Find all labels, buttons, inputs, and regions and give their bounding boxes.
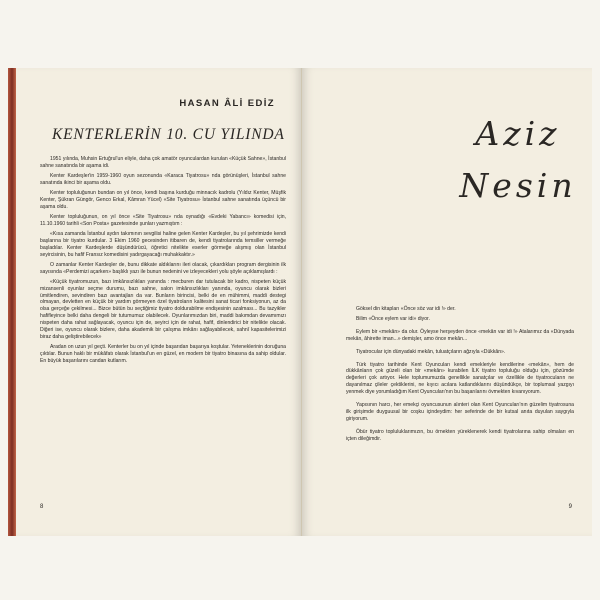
right-page <box>302 68 592 536</box>
title-line: Nesin <box>459 166 577 205</box>
article-heading: KENTERLERİN 10. CU YILINDA <box>52 126 285 143</box>
paragraph: Kenter topluluğunun, on yıl önce «Site Tiyatrosu» nda oynadığı «Evdeki Yabancı» komedisi için, 11.10.1960 tarihli «Son Posta» gazetesinde şunları yazmıştım : <box>40 213 286 227</box>
left-body-text <box>40 156 286 368</box>
left-page <box>16 68 302 536</box>
paragraph: Kenter topluluğunun bundan on yıl önce, kendi başına kurduğu minnacık kadrolu (Yıldız Kenter, Müşfik Kenter, Şükran Güngör, Genco Erkal, Kâmran Yücel) «Site Tiyatrosu» İstanbul sahne sanatında üçüncü bir aşama oldu. <box>40 190 286 210</box>
title-line: Aziz <box>475 114 561 153</box>
paragraph: «Küçük tiyatromuzun, bazı imkânsızlıkları yanında : mecburen dar tutulacak bir kadro, nispeten küçük mizansenli oyunlar seçme durumu, bazı sahne, salon imkânsızlıkları yanında, oyuncu olarak bizleri ümitlendiren, sevindiren bazı avantajları da var. Bunların birincisi, belki de en mühimmi, maddi destegi olmayan, devletten en küçük bir yardım görmeyen özel tiyatroların kalitesini sanat ticari fonksiyonun, az da olsa gerçeğe çekilmesi... Bizce bütün bu seçtiğimiz tiyatro doldurabilme endişesinin azalması... Bu tazyikler hafifleyince belki daha dengeli bir tutumumuz olabilecek. Oyunlarımızdan biri, maddi bakımdan devamımızı nispeten daha rahat sağlayacak, oyuncu için de, seyirci için de rahat, hafif, dinlendirici bir nitelikte olacak. Diğeri ise, oyuncu olarak bizlere, daha akademik bir çalışma imkânı sağlayabilecek, sahnî kapasitelerimizi biraz daha geliştirebilecek» <box>40 278 286 340</box>
paragraph: Öbür tiyatro topluluklarımızın, bu örnekten yüreklenerek kendi tiyatrolarına sahip olmaları en içten dileğimdir. <box>346 428 574 442</box>
paragraph: Eylem bir «mekân» da olur. Öyleyse herşeyden önce «mekân var idi !» Atalarımız da «Dünyada mekân, âhirette iman...» demişler, amo önce mekân... <box>346 328 574 342</box>
paragraph: Göksel din kitapları «Önce söz var idi !» der. <box>356 306 456 312</box>
paragraph: O zamanlar Kenter Kardeşler de, bunu dikkate aldıklarını ileri olacak, çıkardıkları program dergisinin ilk sayısında «Perdemizi açarken» başlıklı yazı ile bunun nedenini ve izleyecekleri yolu şöyle açıklamışlardı : <box>40 261 286 275</box>
page-number: 9 <box>568 504 572 510</box>
page-number: 8 <box>40 504 44 510</box>
paragraph: Yapısının harcı, her emekçi oyuncusunun alınteri olan Kent Oyuncuları'nın güzelim tiyatrosuna ilk girişimde duyguusal bir coşku içindeydim: her seferinde de bir kutsal anıta duyulan saygıyla giriyorum. <box>346 402 574 422</box>
paragraph: Tiyatrocular için dünyadaki mekân, tuluatçıların ağzıyla «Dükkân». <box>356 348 506 355</box>
paragraph: Türk tiyatro tarihinde Kent Oyuncuları kendi emekleriyle kendilerine «mekân», hem de dükkânların çok güzeli olan bir «mekân» kurabilen İLK tiyatro topluluğu olduğu için, gözümde değerleri çok artıyor. Hele toplumumuzda genellikle sanatçılar ve özellikle de tiyatrocuların ne dayanılmaz çileler çektiklerini, ne kıyıcı acılara katlandıklarını düşündükçe, bir toplumsal yazgıyı yenmek diye yorumladığım Kent Oyuncuları'nın bu başarılarını övmekten kıvanıyorum. <box>346 361 574 396</box>
right-body-text <box>346 306 574 449</box>
paragraph: «Kısa zamanda İstanbul aydın takımının sevgilisi haline gelen Kenter Kardeşler, bu yıl şehrimizde kendi başlarına bir tiyatro kurdular. 3 Ekim 1960 gecesinden itibaren de, kendi tiyatrolarında temsiller vermeğe başladılar. Kenter Kardeşlerde düşündürücü, öğretici nitelikte eserler görmeğe alışmış olan İstanbul seyircisinin, bu hafif Fransız komedisini yadırgayacağı muhakkaktır.» <box>40 230 286 258</box>
paragraph: Bilim «Önce eylem var idi» diyor. <box>356 315 430 322</box>
author-signature-title <box>458 108 578 212</box>
paragraph: 1951 yılında, Muhsin Ertuğrul'un eliyle, daha çok amatör oyunculardan kurulan «Küçük Sahne», İstanbul sahne sanatında bir aşama idi. <box>40 156 286 169</box>
book-edge <box>8 68 16 536</box>
author-name: HASAN ÂLİ EDİZ <box>179 98 275 109</box>
paragraph: Aradan on uzun yıl geçti. Kenterler bu on yıl içinde başarıdan başarıya koştular. Yeteneklerinin doruğuna çıktılar. Bunun haklı bir mükâfatı olarak İstanbul'un en güzel, en modern bir tiyatro binasına da sahip oldular. En büyük başarılarını candan kutlarım. <box>40 344 286 364</box>
paragraph: Kenter Kardeşler'in 1959-1960 oyun sezonunda «Karaca Tiyatrosu» nda görünüşleri, İstanbul sahne sanatında ikinci bir aşama oldu. <box>40 173 286 186</box>
